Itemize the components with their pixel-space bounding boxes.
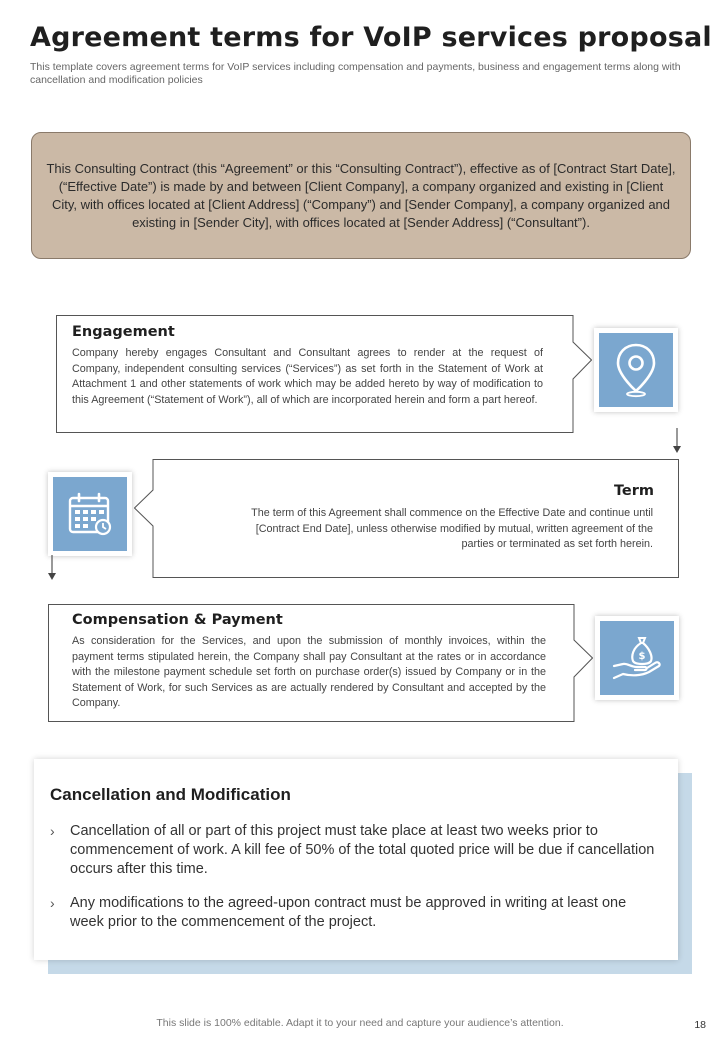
page-subtitle: This template covers agreement terms for VoIP services including compensation and payments, business and engagement terms along with cancellation and modification policies	[30, 61, 681, 86]
modification-item	[50, 894, 662, 932]
cancellation-heading: Cancellation and Modification	[50, 785, 291, 804]
compensation-icon-tile	[595, 616, 679, 700]
cancellation-item-text: Cancellation of all or part of this project must take place at least two weeks prior to commencement of work. A kill fee of 50% of the total quoted price will be due if cancellation occurs after this time.	[70, 823, 655, 877]
calendar-icon	[66, 490, 114, 538]
term-body: The term of this Agreement shall commence on the Effective Date and continue until [Contract End Date], unless otherwise modified by mutual, written agreement of the parties or terminated as set forth herein.	[251, 507, 653, 551]
engagement-icon-tile	[594, 328, 678, 412]
modification-item-text: Any modifications to the agreed-upon contract must be approved in writing at least one week prior to the commencement of the project.	[70, 895, 627, 930]
term-callout	[134, 459, 679, 578]
footer-note: This slide is 100% editable. Adapt it to your need and capture your audience’s attention.	[156, 1017, 564, 1029]
cancellation-card	[34, 759, 678, 960]
flow-arrow-2	[47, 555, 57, 581]
engagement-body: Company hereby engages Consultant and Consultant agrees to render at the request of Company, independent consulting services (“Services”) as set forth in the Statement of Work at Attachment 1 and other statements of work which may be added hereto by way of modification to this Agreement (“Statement of Work”), all of which are incorporated herein and form a part hereof.	[72, 347, 543, 406]
page-number: 18	[694, 1019, 706, 1031]
svg-text:$: $	[638, 651, 646, 662]
term-heading: Term	[613, 483, 654, 499]
contract-text: This Consulting Contract (this “Agreement” or this “Consulting Contract”), effective as of [Contract Start Date], (“Effective Date”) is made by and between [Client Company], a company organized and existing in [Client City, with offices located at [Client Address] (“Company”) and [Sender Company], a company organized and existing in [Sender City], with offices located at [Sender Address] (“Consultant”).	[46, 160, 676, 230]
compensation-heading: Compensation & Payment	[72, 612, 283, 628]
chevron-right-icon: ›	[50, 895, 55, 911]
money-bag-hand-icon	[611, 634, 663, 682]
engagement-heading: Engagement	[72, 324, 175, 340]
cancellation-item	[50, 822, 662, 879]
location-pin-icon	[614, 342, 658, 398]
flow-arrow-1	[672, 428, 682, 454]
chevron-right-icon: ›	[50, 823, 55, 839]
engagement-callout	[56, 315, 592, 433]
contract-summary-box	[31, 132, 691, 259]
compensation-callout	[48, 604, 593, 722]
term-icon-tile	[48, 472, 132, 556]
page-title: Agreement terms for VoIP services proposal	[30, 22, 712, 53]
compensation-body: As consideration for the Services, and upon the submission of monthly invoices, within the payment terms stipulated herein, the Company shall pay Consultant at the rates or in accordance with the milestone payment schedule set forth on purchase order(s) issued by Company or in the Statement of Work, for such Services as are actually rendered by Consultant and accepted by the Company.	[72, 635, 546, 710]
